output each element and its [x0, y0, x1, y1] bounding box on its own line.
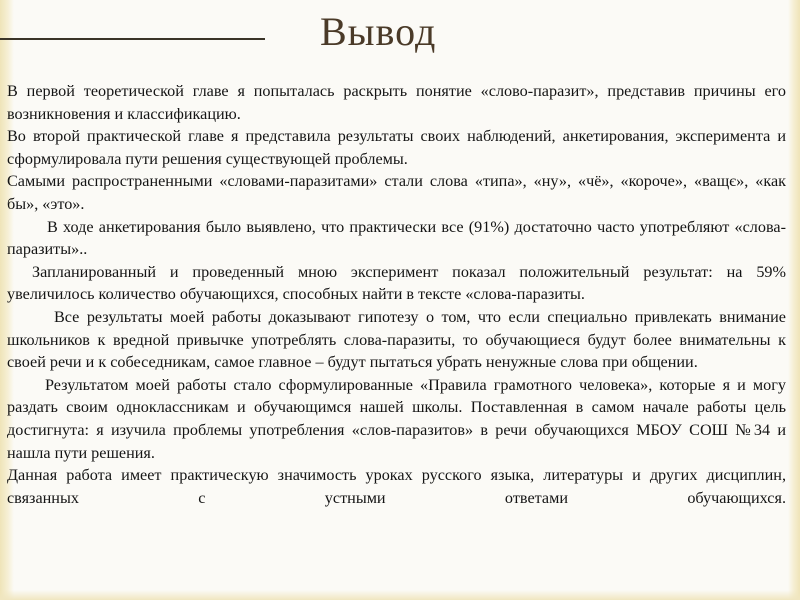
paragraph-hypothesis: Все результаты моей работы доказывают гипотезу о том, что если специально привлекать внимание школьников к вредной привычке употреблять слова-паразиты, то обучающиеся будут более внимательны к своей речи и к собеседникам, самое главное – будут пытаться убрать ненужные слова при общении. [7, 307, 786, 372]
slide-body [7, 80, 786, 509]
paragraph-theory-chapter: В первой теоретической главе я попыталась раскрыть понятие «слово-паразит», представив причины его возникновения и классификацию. [7, 82, 786, 123]
paragraph-practice-chapter: Во второй практической главе я представила результаты своих наблюдений, анкетирования, эксперимента и сформулировала пути решения существующей проблемы. [7, 127, 786, 168]
title-underline-rule [0, 38, 265, 40]
right-decorative-border [788, 0, 800, 600]
paragraph-experiment-result: Запланированный и проведенный мною эксперимент показал положительный результат: на 59% увеличилось количество обучающихся, способных найти в тексте «слова-паразиты. [7, 262, 786, 304]
bottom-decorative-border [0, 590, 800, 600]
paragraph-practical-significance: Данная работа имеет практическую значимость уроках русского языка, литературы и других дисциплин, связанных с устными ответами обучающихся. [7, 466, 786, 507]
slide-title: Вывод [320, 9, 437, 54]
paragraph-survey-result: В ходе анкетирования было выявлено, что практически все (91%) достаточно часто употребляют «слова-паразиты».. [7, 217, 786, 259]
paragraph-common-words: Самыми распространенными «словами-паразитами» стали слова «типа», «ну», «чё», «короче», «ващє», «как бы», «это». [7, 172, 786, 213]
paragraph-rules-and-goal: Результатом моей работы стало сформулированные «Правила грамотного человека», которые я и могу раздать своим одноклассникам и обучающимся нашей школы. Поставленная в самом начале работы цель достигнута: я изучила проблемы употребления «слов-паразитов» в речи обучающихся МБОУ СОШ №34 и нашла пути решения. [7, 375, 786, 462]
